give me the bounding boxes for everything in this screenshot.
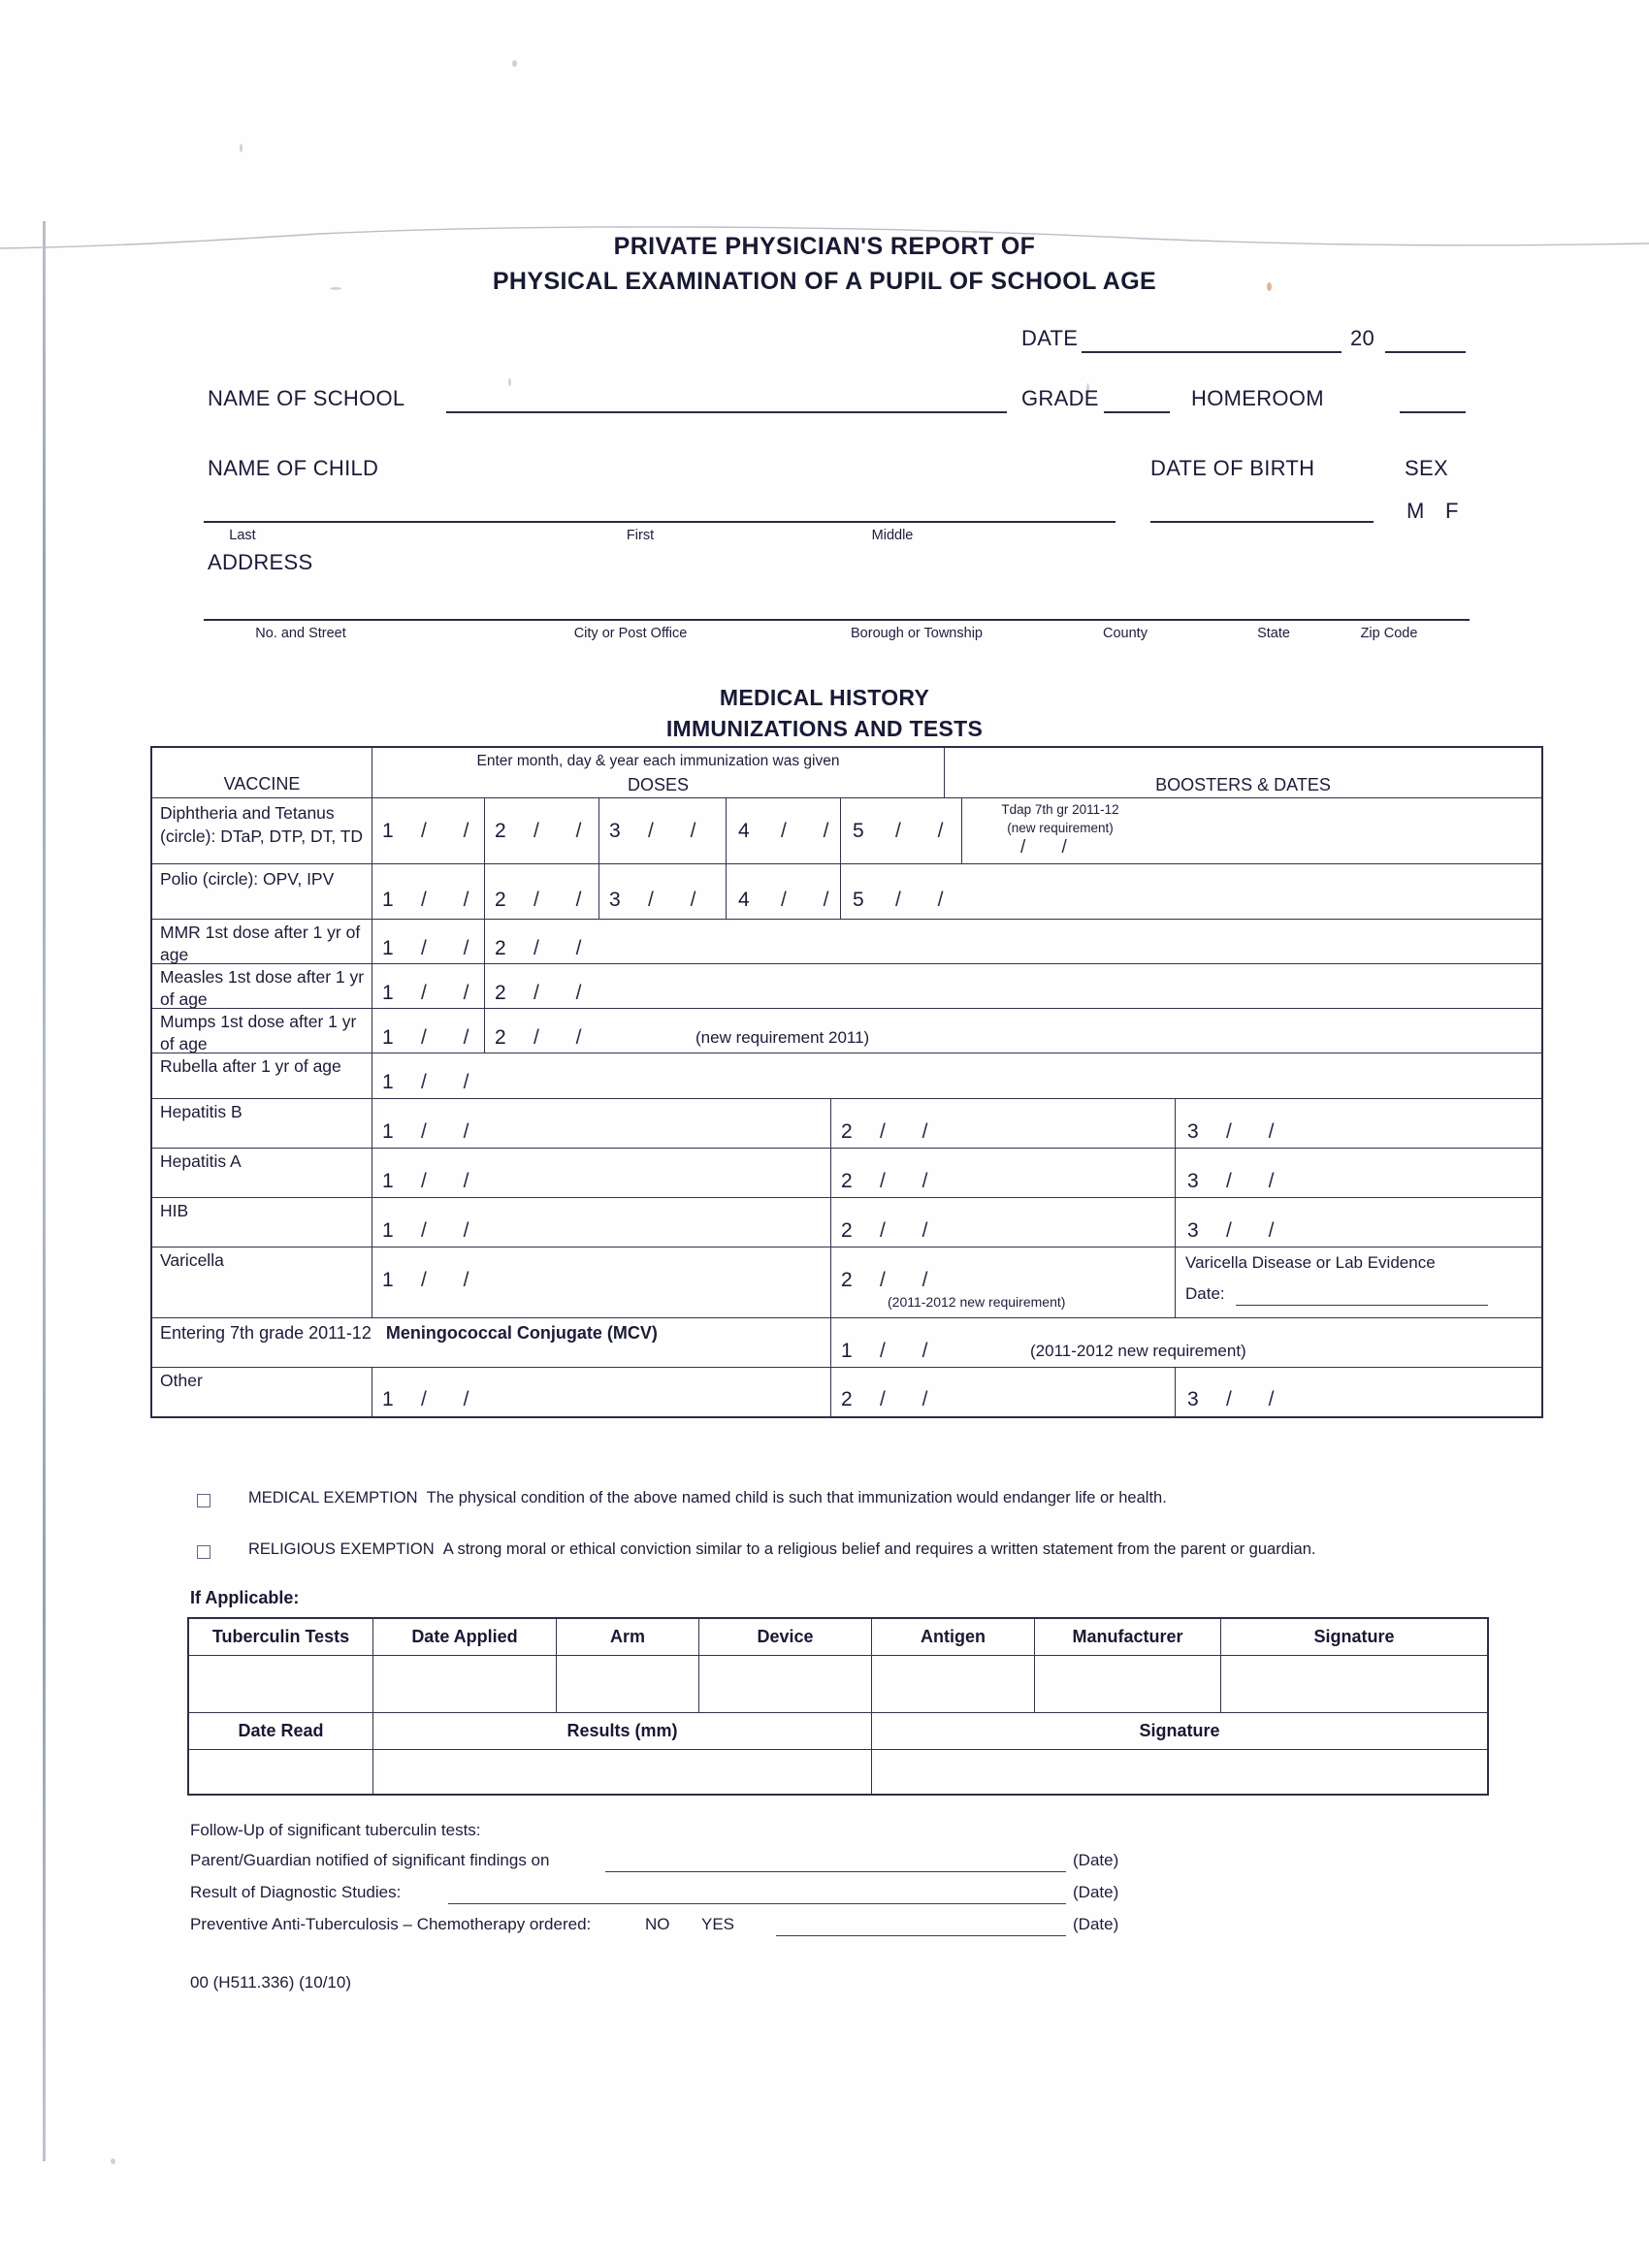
dose-cell-mcv-1[interactable] [831,1318,1541,1367]
section-heading-line-1: MEDICAL HISTORY [719,685,930,710]
dose-cell-varicella-1[interactable] [372,1247,831,1317]
dose-cell-other-1[interactable] [372,1368,831,1416]
dose-cell-hib-2[interactable] [831,1198,1176,1247]
dose-date-slashes[interactable]: / / [421,1071,485,1093]
dose-number: 1 [382,1388,394,1410]
section-heading-line-2: IMMUNIZATIONS AND TESTS [665,716,984,741]
header-cell-doses [372,748,945,797]
dose-date-slashes[interactable]: / / [534,1026,598,1049]
name-of-child-label: NAME OF CHILD [208,456,379,480]
table-row [152,1053,1541,1099]
column-header-boosters: BOOSTERS & DATES [1155,775,1331,794]
table-row [152,920,1541,964]
dose-cell-hib-1[interactable] [372,1198,831,1247]
dose-date-slashes[interactable]: / / [421,1388,485,1410]
dose-date-slashes[interactable]: / / [1226,1170,1290,1192]
address-caption-borough: Borough or Township [851,626,983,641]
dose-date-slashes[interactable]: / / [534,937,598,959]
vaccine-name-cell-mmr [152,920,372,963]
dose-cell-other-3[interactable] [1176,1368,1541,1416]
dose-cell-dtap-3[interactable] [599,798,727,863]
homeroom-input-line[interactable] [1400,411,1466,413]
dose-date-slashes[interactable]: / / [648,889,712,911]
dose-number: 2 [495,937,506,959]
dose-cell-hepa-2[interactable] [831,1149,1176,1197]
dose-cell-polio-3[interactable] [599,864,727,919]
dose-number: 1 [382,1170,394,1192]
dose-cell-polio-1[interactable] [372,864,485,919]
vaccine-label-hepatitis-b: Hepatitis B [160,1102,242,1121]
tuberculin-input-date-read[interactable] [189,1750,373,1794]
vaccine-name-cell-measles [152,964,372,1008]
dose-date-slashes[interactable]: / / [895,820,959,842]
vaccine-label-rubella: Rubella after 1 yr of age [160,1056,341,1076]
column-header-vaccine: VACCINE [223,774,301,794]
column-header-antigen: Antigen [872,1619,1035,1655]
tuberculin-input-manufacturer[interactable] [1035,1656,1221,1712]
vaccine-label-dtap-line2: (circle): DTaP, DTP, DT, TD [160,826,364,846]
followup-notified-input-line[interactable] [605,1871,1066,1872]
dose-number: 4 [738,889,750,911]
dose-number: 2 [495,1026,506,1049]
medical-exemption-description: The physical condition of the above named child is such that immunization would endanger life or health. [426,1489,1167,1507]
name-caption-middle: Middle [871,528,914,543]
tuberculin-tests-table [187,1617,1489,1796]
form-code: 00 (H511.336) (10/10) [190,1973,352,1992]
dose-date-slashes[interactable]: / / [781,889,845,911]
homeroom-label: HOMEROOM [1191,386,1324,410]
dose-number: 3 [609,889,621,911]
table-row [152,1318,1541,1368]
column-header-manufacturer: Manufacturer [1035,1619,1221,1655]
followup-diagnostic-date-caption: (Date) [1073,1883,1119,1901]
vaccine-name-cell-mcv [152,1318,831,1367]
followup-notified-label: Parent/Guardian notified of significant findings on [190,1851,550,1869]
table-row [152,1198,1541,1247]
tuberculin-input-results-signature[interactable] [872,1750,1487,1794]
header-cell-vaccine [152,748,372,797]
followup-chemotherapy-date-caption: (Date) [1073,1915,1119,1933]
dose-cell-hepa-3[interactable] [1176,1149,1541,1197]
header-cell-boosters [945,748,1541,797]
column-header-date-applied: Date Applied [373,1619,557,1655]
tuberculin-input-device[interactable] [699,1656,872,1712]
child-name-input-line[interactable] [204,521,1116,523]
dose-cell-mumps-1[interactable] [372,1009,485,1053]
booster-cell-tdap[interactable] [962,798,1541,863]
table-row [152,1247,1541,1318]
mcv-label-prefix: Entering 7th grade 2011-12 [160,1323,372,1343]
vaccine-name-cell-hepatitis-a [152,1149,372,1197]
dose-date-slashes[interactable]: / / [1226,1120,1290,1143]
document-title [0,229,1649,299]
dose-cell-other-2[interactable] [831,1368,1176,1416]
dose-number: 1 [382,982,394,1004]
dose-cell-dtap-2[interactable] [485,798,599,863]
tuberculin-results-entry-row [189,1750,1487,1794]
dose-date-slashes[interactable]: / / [421,1026,485,1049]
dose-number: 3 [1187,1388,1199,1410]
dose-number: 3 [609,820,621,842]
dose-number: 3 [1187,1219,1199,1242]
dose-date-slashes[interactable]: / / [880,1219,944,1242]
table-row [152,798,1541,864]
dose-number: 2 [841,1388,853,1410]
tuberculin-input-antigen[interactable] [872,1656,1035,1712]
medical-exemption-text [248,1489,1167,1507]
medical-exemption-title: MEDICAL EXEMPTION [248,1489,418,1507]
dose-cell-dtap-1[interactable] [372,798,485,863]
booster-cell-dtap-5[interactable] [841,798,962,863]
booster-cell-polio-4[interactable] [727,864,845,919]
tuberculin-input-signature[interactable] [1221,1656,1487,1712]
dose-date-slashes[interactable]: / / [421,1219,485,1242]
dose-cell-measles-2[interactable] [485,964,1541,1008]
title-line-1: PRIVATE PHYSICIAN'S REPORT OF [613,233,1036,260]
dose-number: 2 [495,820,506,842]
dose-date-slashes[interactable]: / / [421,1120,485,1143]
address-caption-zip: Zip Code [1360,626,1418,641]
vaccine-label-polio: Polio (circle): OPV, IPV [160,869,335,889]
date-year-prefix: 20 [1350,326,1375,350]
mcv-label [160,1322,658,1345]
column-header-date-read: Date Read [189,1713,373,1749]
dose-cell-mmr-1[interactable] [372,920,485,963]
name-caption-last: Last [229,528,256,543]
vaccine-name-cell-polio [152,864,372,919]
dose-date-slashes[interactable]: / / [880,1388,944,1410]
dose-number: 1 [382,1026,394,1049]
name-of-school-input-line[interactable] [446,411,1007,413]
medical-exemption-checkbox[interactable] [197,1494,210,1507]
address-caption-street: No. and Street [255,626,346,641]
dose-date-slashes[interactable]: / / [421,820,485,842]
immunization-table-header-row [152,748,1541,798]
doses-instruction-note: Enter month, day & year each immunization was given [476,753,840,769]
varicella-evidence-date-input-line[interactable] [1236,1305,1488,1306]
table-row [152,1368,1541,1416]
vaccine-name-cell-other [152,1368,372,1416]
dose-number: 1 [382,937,394,959]
title-line-2: PHYSICAL EXAMINATION OF A PUPIL OF SCHOOL AGE [492,268,1157,295]
column-header-results-mm: Results (mm) [373,1713,872,1749]
column-header-results-signature: Signature [1139,1721,1220,1740]
followup-heading: Follow-Up of significant tuberculin tests: [190,1821,481,1839]
mcv-label-bold: Meningococcal Conjugate (MCV) [385,1323,658,1343]
dose-number: 4 [738,820,750,842]
varicella-new-requirement-note: (2011-2012 new requirement) [888,1294,1066,1310]
date-input-line[interactable] [1082,351,1342,353]
vaccine-label-varicella: Varicella [160,1250,224,1270]
dose-cell-varicella-2[interactable] [831,1247,1176,1317]
dose-cell-hepb-1[interactable] [372,1099,831,1148]
name-of-school-label: NAME OF SCHOOL [208,386,405,410]
tuberculin-header-row [189,1619,1487,1656]
followup-chemotherapy-option-yes[interactable]: YES [701,1915,735,1933]
dose-number: 2 [495,982,506,1004]
dose-number: 3 [1187,1170,1199,1192]
dose-number: 3 [1187,1120,1199,1143]
varicella-evidence-date-label: Date: [1185,1284,1225,1303]
sex-label: SEX [1405,456,1448,480]
column-header-arm: Arm [557,1619,699,1655]
date-year-input-line[interactable] [1385,351,1466,353]
booster-cell-dtap-4[interactable] [727,798,845,863]
vaccine-label-mmr: MMR 1st dose after 1 yr of age [160,923,361,964]
followup-chemotherapy-label: Preventive Anti-Tuberculosis – Chemotherapy ordered: [190,1915,592,1933]
vaccine-label-hepatitis-a: Hepatitis A [160,1151,242,1171]
date-of-birth-input-line[interactable] [1150,521,1374,523]
tuberculin-input-arm[interactable] [557,1656,699,1712]
table-row [152,1099,1541,1149]
column-header-device: Device [699,1619,872,1655]
dose-date-slashes[interactable]: / / [421,982,485,1004]
vaccine-label-dtap-line1: Diphtheria and Tetanus [160,803,335,823]
tuberculin-input-results[interactable] [373,1750,872,1794]
dose-cell-hepa-1[interactable] [372,1149,831,1197]
dose-number: 2 [841,1170,853,1192]
vaccine-name-cell-mumps [152,1009,372,1053]
dose-cell-measles-1[interactable] [372,964,485,1008]
dose-cell-polio-2[interactable] [485,864,599,919]
tdap-note-line1: Tdap 7th gr 2011-12 [1001,802,1119,817]
dose-cell-hepb-3[interactable] [1176,1099,1541,1148]
immunization-table [150,746,1543,1418]
dose-number: 5 [853,820,864,842]
table-row [152,1149,1541,1198]
dose-number: 2 [841,1269,853,1291]
dose-date-slashes[interactable]: / / [421,937,485,959]
grade-label: GRADE [1021,386,1099,410]
column-header-tuberculin-tests: Tuberculin Tests [189,1619,373,1655]
dose-number: 1 [841,1340,853,1362]
dose-number: 1 [382,1071,394,1093]
followup-chemotherapy-input-line[interactable] [776,1935,1066,1936]
booster-cell-polio-5[interactable] [841,864,1541,919]
followup-notified-date-caption: (Date) [1073,1851,1119,1869]
dose-number: 1 [382,820,394,842]
table-row [152,964,1541,1009]
followup-diagnostic-label: Result of Diagnostic Studies: [190,1883,402,1901]
dose-date-slashes[interactable]: / / [421,889,485,911]
address-input-line[interactable] [204,619,1470,621]
tuberculin-input-tests[interactable] [189,1656,373,1712]
sex-option-male[interactable]: M [1406,499,1425,523]
dose-cell-hib-3[interactable] [1176,1198,1541,1247]
dose-date-slashes[interactable]: / / [880,1269,944,1291]
tuberculin-entry-row [189,1656,1487,1713]
dose-cell-mmr-2[interactable] [485,920,1541,963]
dose-number: 1 [382,1120,394,1143]
dose-cell-hepb-2[interactable] [831,1099,1176,1148]
vaccine-label-other: Other [160,1371,203,1390]
sex-option-female[interactable]: F [1445,499,1459,523]
date-label: DATE [1021,326,1079,350]
varicella-evidence-label: Varicella Disease or Lab Evidence [1185,1253,1436,1272]
column-header-doses: DOSES [627,775,690,794]
followup-chemotherapy-option-no[interactable]: NO [645,1915,670,1933]
dose-number: 1 [382,1269,394,1291]
tdap-date-slashes[interactable]: / / [1020,837,1083,858]
address-caption-city: City or Post Office [573,626,688,641]
dose-date-slashes[interactable]: / / [880,1340,944,1362]
dose-number: 1 [382,1219,394,1242]
address-label: ADDRESS [208,550,313,574]
religious-exemption-text [248,1540,1316,1559]
dose-date-slashes[interactable]: / / [880,1120,944,1143]
mcv-new-requirement-note: (2011-2012 new requirement) [1030,1342,1246,1360]
dose-date-slashes[interactable]: / / [1226,1219,1290,1242]
vaccine-label-measles: Measles 1st dose after 1 yr of age [160,967,365,1009]
varicella-evidence-cell[interactable] [1176,1247,1541,1317]
dose-cell-rubella-1[interactable] [372,1053,1541,1098]
dose-date-slashes[interactable]: / / [781,820,845,842]
dose-number: 2 [841,1219,853,1242]
dose-number: 5 [853,889,864,911]
dose-date-slashes[interactable]: / / [534,982,598,1004]
vaccine-name-cell-dtap [152,798,372,863]
tuberculin-input-date-applied[interactable] [373,1656,557,1712]
religious-exemption-description: A strong moral or ethical conviction similar to a religious belief and requires a written statement from the parent or guardian. [442,1540,1316,1558]
dose-date-slashes[interactable]: / / [895,889,959,911]
date-of-birth-label: DATE OF BIRTH [1150,456,1315,480]
dose-date-slashes[interactable]: / / [421,1170,485,1192]
address-caption-state: State [1257,626,1290,641]
if-applicable-label: If Applicable: [190,1588,300,1607]
tuberculin-results-header-row [189,1713,1487,1750]
dose-date-slashes[interactable]: / / [534,889,598,911]
name-caption-first: First [626,528,655,543]
religious-exemption-checkbox[interactable] [197,1545,210,1559]
vaccine-name-cell-rubella [152,1053,372,1098]
address-caption-county: County [1103,626,1148,641]
dose-number: 2 [495,889,506,911]
dose-cell-mumps-2[interactable] [485,1009,1541,1053]
dose-number: 1 [382,889,394,911]
vaccine-name-cell-hib [152,1198,372,1247]
column-header-signature: Signature [1313,1627,1395,1646]
table-row [152,864,1541,920]
dose-date-slashes[interactable]: / / [1226,1388,1290,1410]
vaccine-label-hib: HIB [160,1201,189,1220]
dose-number: 2 [841,1120,853,1143]
religious-exemption-title: RELIGIOUS EXEMPTION [248,1540,435,1558]
table-row [152,1009,1541,1053]
vaccine-name-cell-hepatitis-b [152,1099,372,1148]
dose-date-slashes[interactable]: / / [421,1269,485,1291]
mumps-new-requirement-note: (new requirement 2011) [695,1028,870,1047]
dose-date-slashes[interactable]: / / [648,820,712,842]
vaccine-label-mumps: Mumps 1st dose after 1 yr of age [160,1012,357,1053]
dose-date-slashes[interactable]: / / [880,1170,944,1192]
dose-date-slashes[interactable]: / / [534,820,598,842]
tdap-note-line2: (new requirement) [1007,821,1114,835]
vaccine-name-cell-varicella [152,1247,372,1317]
grade-input-line[interactable] [1104,411,1170,413]
followup-diagnostic-input-line[interactable] [448,1903,1066,1904]
